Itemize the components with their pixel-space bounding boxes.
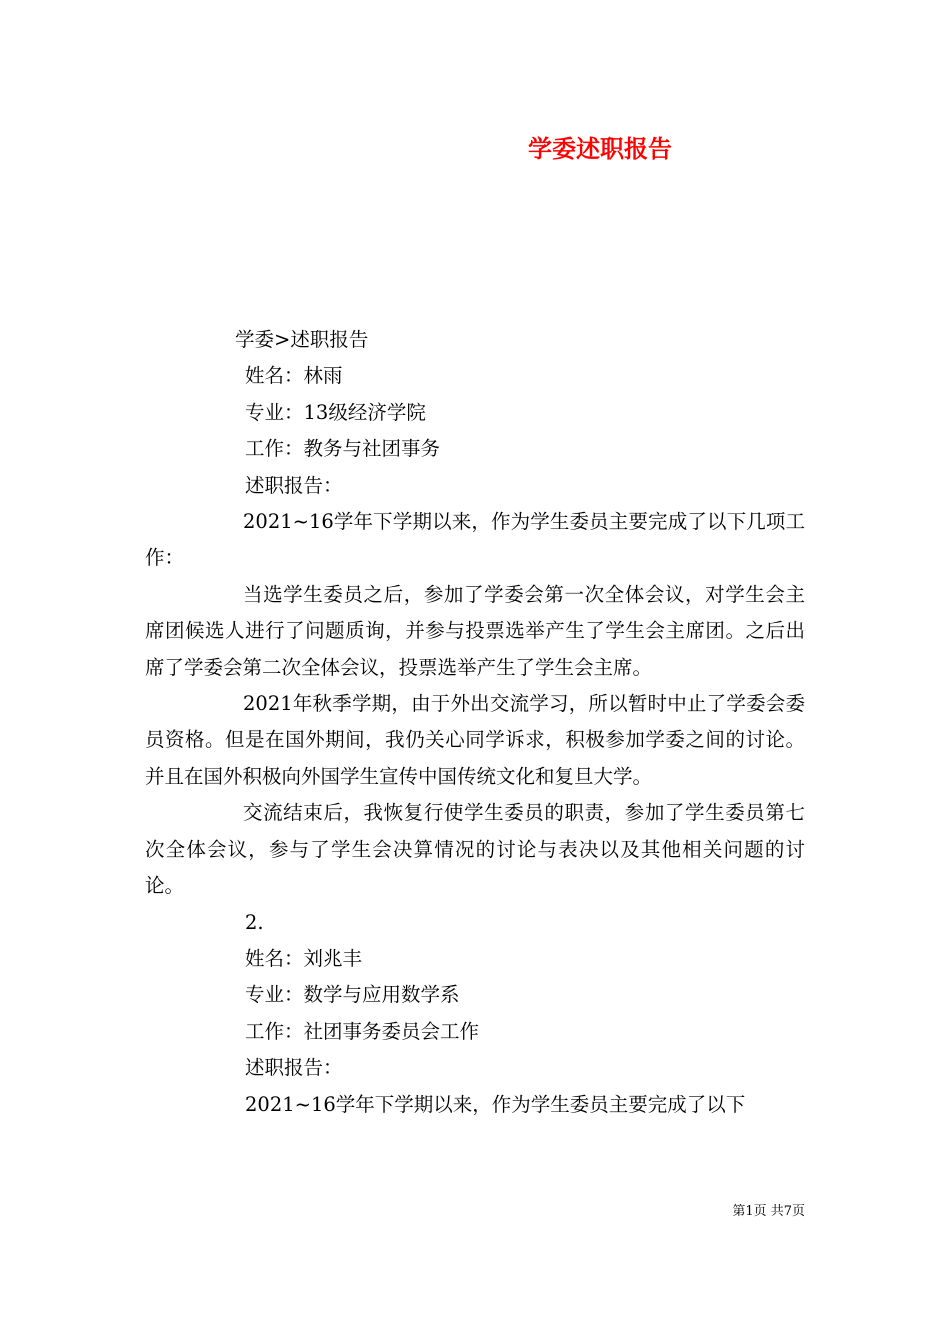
person1-name: 姓名：林雨 bbox=[245, 364, 343, 388]
person2-major: 专业：数学与应用数学系 bbox=[245, 983, 460, 1007]
person1-paragraph: 交流结束后，我恢复行使学生委员的职责，参加了学生委员第七次全体会议，参与了学生会决算情况的讨论与表决以及其他相关问题的讨论。 bbox=[145, 801, 805, 898]
person2-work: 工作：社团事务委员会工作 bbox=[245, 1019, 480, 1043]
person1-work: 工作：教务与社团事务 bbox=[245, 437, 441, 461]
person2-name: 姓名：刘兆丰 bbox=[245, 946, 363, 970]
document-title: 学委述职报告 bbox=[528, 134, 672, 163]
person1-paragraph: 2021~16学年下学期以来，作为学生委员主要完成了以下几项工作： bbox=[145, 510, 805, 570]
person1-paragraph: 2021年秋季学期，由于外出交流学习，所以暂时中止了学委会委员资格。但是在国外期间，我仍关心同学诉求，积极参加学委之间的讨论。并且在国外积极向外国学生宣传中国传统文化和复旦大学。 bbox=[145, 692, 805, 788]
person1-paragraph: 当选学生委员之后，参加了学委会第一次全体会议，对学生会主席团候选人进行了问题质询，并参与投票选举产生了学生会主席团。之后出席了学委会第二次全体会议，投票选举产生了学生会主席。 bbox=[145, 582, 805, 679]
person1-major: 专业：13级经济学院 bbox=[245, 400, 426, 424]
document-body bbox=[145, 322, 805, 1123]
section-number: 2. bbox=[245, 910, 264, 934]
person1-report-label: 述职报告： bbox=[245, 473, 343, 497]
page-footer: 第1页 共7页 bbox=[732, 1204, 805, 1219]
person2-report-label: 述职报告： bbox=[245, 1056, 343, 1080]
report-heading: 学委>述职报告 bbox=[235, 328, 369, 351]
person2-paragraph: 2021~16学年下学期以来，作为学生委员主要完成了以下 bbox=[245, 1092, 746, 1116]
